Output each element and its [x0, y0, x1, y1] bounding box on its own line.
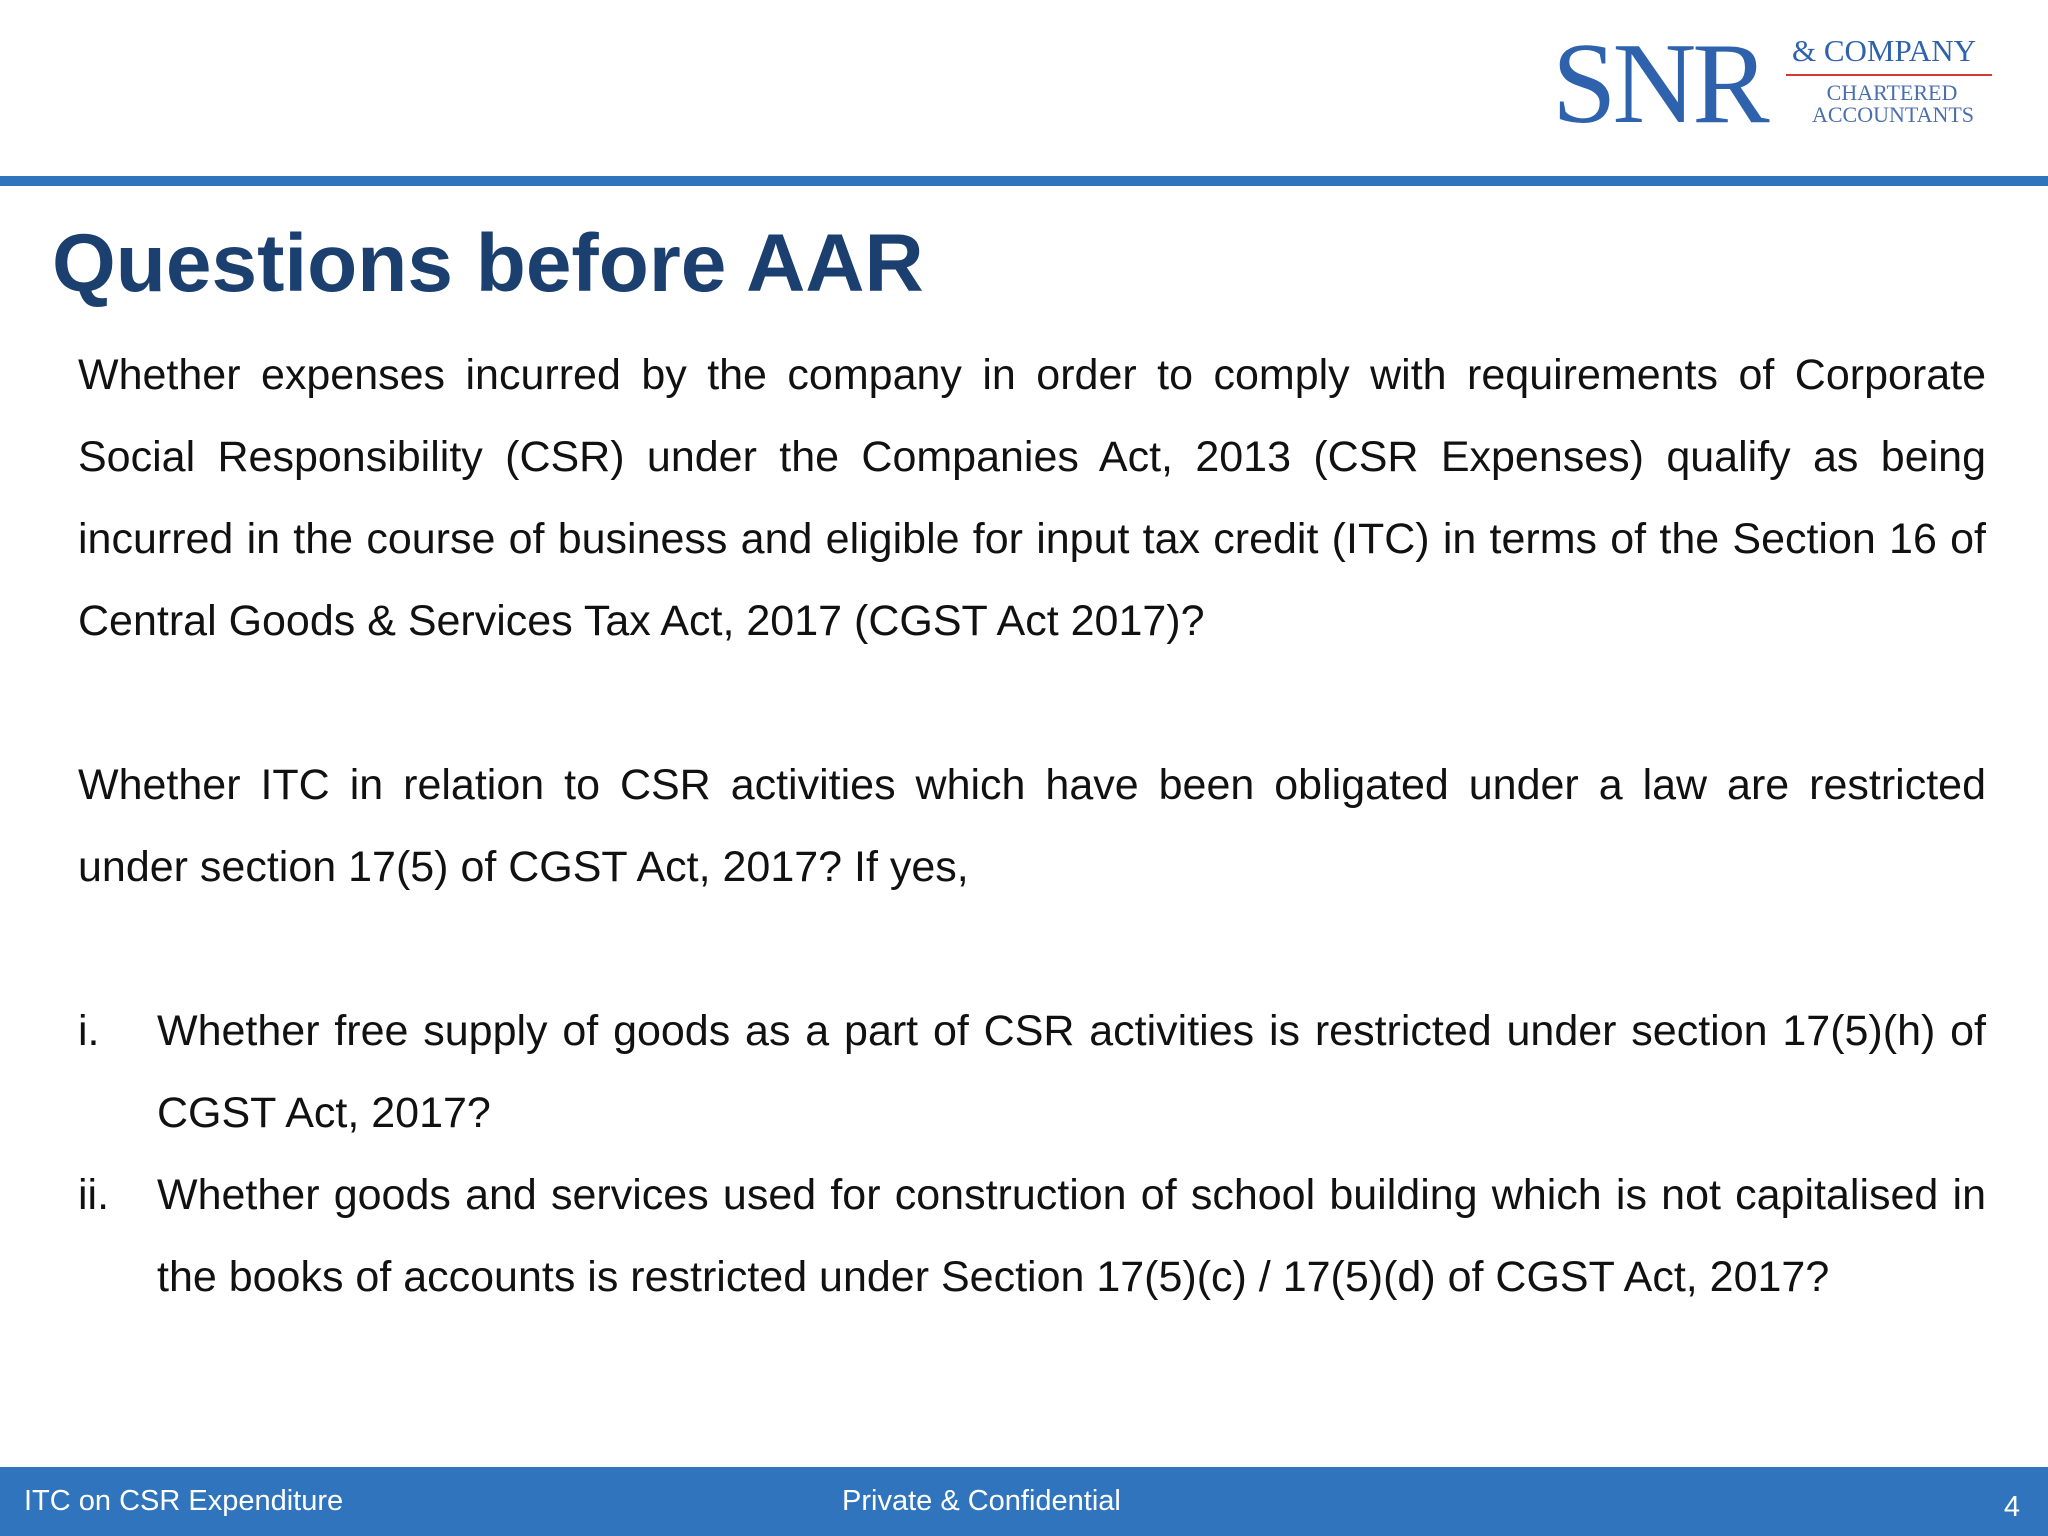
logo-company-name: & COMPANY	[1792, 33, 1977, 68]
header-divider	[0, 176, 2048, 186]
logo-subtitle	[1812, 80, 1975, 127]
slide-title: Questions before AAR	[52, 218, 924, 309]
sub-question-text: Whether free supply of goods as a part of CSR activities is restricted under section 17(5)(h) of CGST Act, 2017?	[157, 1007, 1986, 1137]
question-paragraph-2: Whether ITC in relation to CSR activities which have been obligated under a law are restricted under section 17(5) of CGST Act, 2017? If yes,	[78, 761, 1986, 891]
sub-question-list	[78, 990, 1986, 1318]
page-number: 4	[2003, 1491, 2020, 1523]
slide-footer	[0, 1467, 2048, 1536]
footer-topic: ITC on CSR Expenditure	[24, 1485, 344, 1517]
logo-subtitle-line2: ACCOUNTANTS	[1812, 102, 1975, 127]
logo-subtitle-line1: CHARTERED	[1826, 80, 1958, 105]
sub-question-marker: ii.	[78, 1171, 110, 1219]
logo-mark: SNR	[1552, 20, 1766, 148]
question-paragraph-1: Whether expenses incurred by the company in order to comply with requirements of Corporate Social Responsibility (CSR) under the Companies Act, 2013 (CSR Expenses) qualify as being incurred in the course of business and eligible for input tax credit (ITC) in terms of the Section 16 of Central Goods & Services Tax Act, 2017 (CGST Act 2017)?	[78, 351, 1986, 645]
sub-question-item	[78, 990, 1986, 1154]
sub-question-item	[78, 1154, 1986, 1318]
sub-question-marker: i.	[78, 1007, 100, 1055]
footer-confidentiality: Private & Confidential	[842, 1485, 1121, 1517]
sub-question-text: Whether goods and services used for construction of school building which is not capitalised in the books of accounts is restricted under Section 17(5)(c) / 17(5)(d) of CGST Act, 2017?	[157, 1171, 1986, 1301]
company-logo	[1552, 20, 2002, 148]
slide-content	[78, 334, 1986, 1318]
logo-divider	[1786, 74, 1992, 76]
